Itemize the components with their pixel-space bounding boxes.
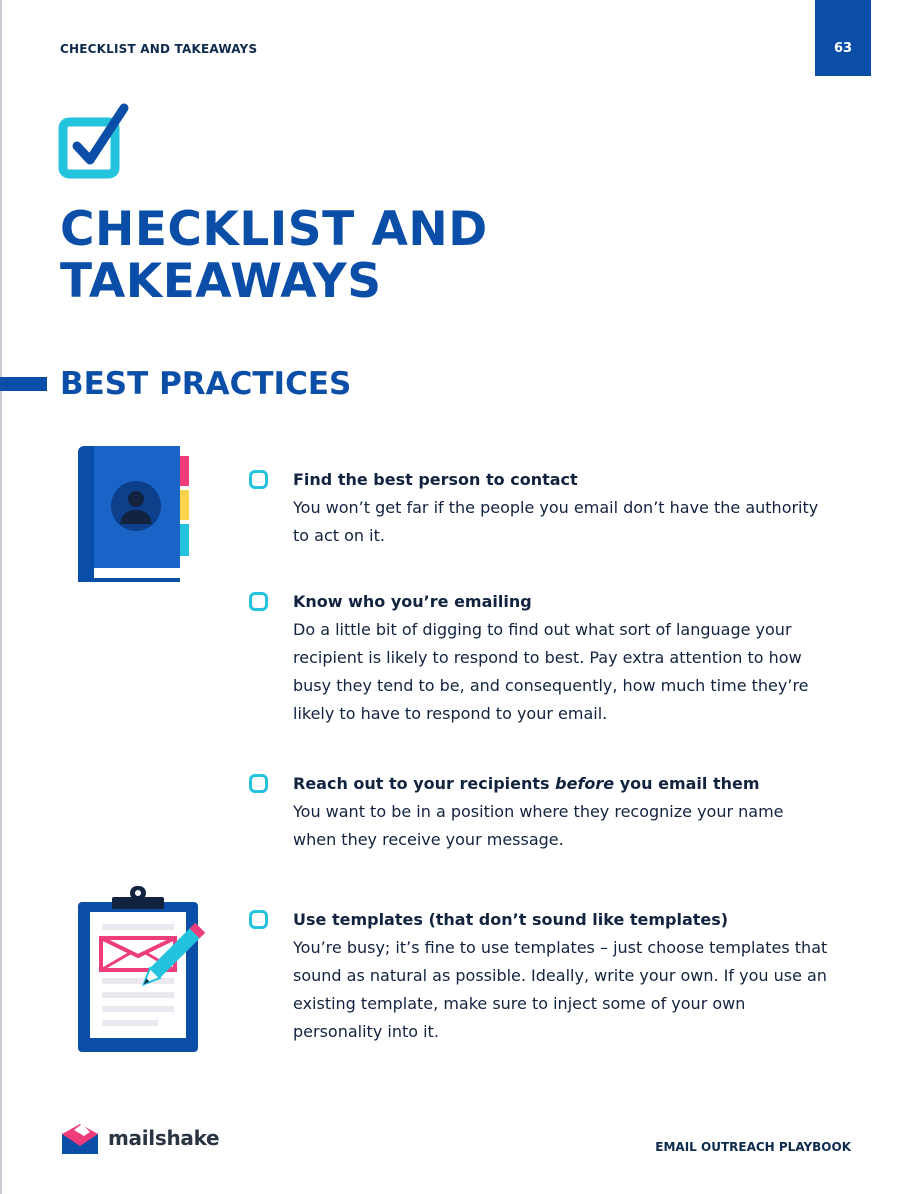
address-book-illustration — [74, 444, 194, 589]
checklist-checkbox[interactable] — [249, 910, 268, 929]
page-number-tab — [815, 0, 871, 76]
brand-logo — [60, 1120, 219, 1156]
publication-title: EMAIL OUTREACH PLAYBOOK — [655, 1140, 851, 1154]
checklist-item-text: You’re busy; it’s fine to use templates – just choose templates that sound as natural as possible. Ideally, write your own. If you use an existing template, make sure to inject some of your own personality into it. — [293, 938, 828, 1041]
checklist-item-text: Do a little bit of digging to find out what sort of language your recipient is likely to respond to best. Pay extra attention to how busy they tend to be, and consequently, how much time they’re likely to have to respond to your email. — [293, 620, 809, 723]
checklist-item — [249, 588, 829, 728]
checklist-item-title: Know who you’re emailing — [293, 592, 532, 611]
title-emphasis: before — [555, 774, 615, 793]
checklist-item-title — [293, 770, 829, 798]
running-header: CHECKLIST AND TAKEAWAYS — [60, 42, 258, 56]
page-edge — [0, 0, 2, 1194]
checklist-item-text: You want to be in a position where they recognize your name when they receive your message. — [293, 802, 784, 849]
section-marker-bar — [0, 377, 47, 391]
page-title-line-2: TAKEAWAYS — [60, 254, 382, 309]
clipboard-illustration — [74, 880, 214, 1055]
checkbox-check-icon — [58, 102, 134, 182]
checklist-item-text: You won’t get far if the people you email don’t have the authority to act on it. — [293, 498, 819, 545]
checklist-item-title: Find the best person to contact — [293, 470, 578, 489]
checklist-checkbox[interactable] — [249, 774, 268, 793]
title-part: you email them — [614, 774, 760, 793]
brand-name: mailshake — [108, 1126, 220, 1150]
checklist-item — [249, 466, 829, 550]
title-part: Reach out to your recipients — [293, 774, 556, 793]
mailshake-logo-icon — [60, 1120, 100, 1156]
page-title-line-1: CHECKLIST AND — [60, 202, 488, 257]
page-number: 63 — [833, 41, 853, 56]
checklist-item-title: Use templates (that don’t sound like templates) — [293, 910, 729, 929]
checklist-item — [249, 770, 829, 854]
section-title: BEST PRACTICES — [60, 366, 352, 402]
checklist-checkbox[interactable] — [249, 470, 268, 489]
checklist-checkbox[interactable] — [249, 592, 268, 611]
checklist-item — [249, 906, 829, 1046]
page-title — [60, 204, 488, 308]
